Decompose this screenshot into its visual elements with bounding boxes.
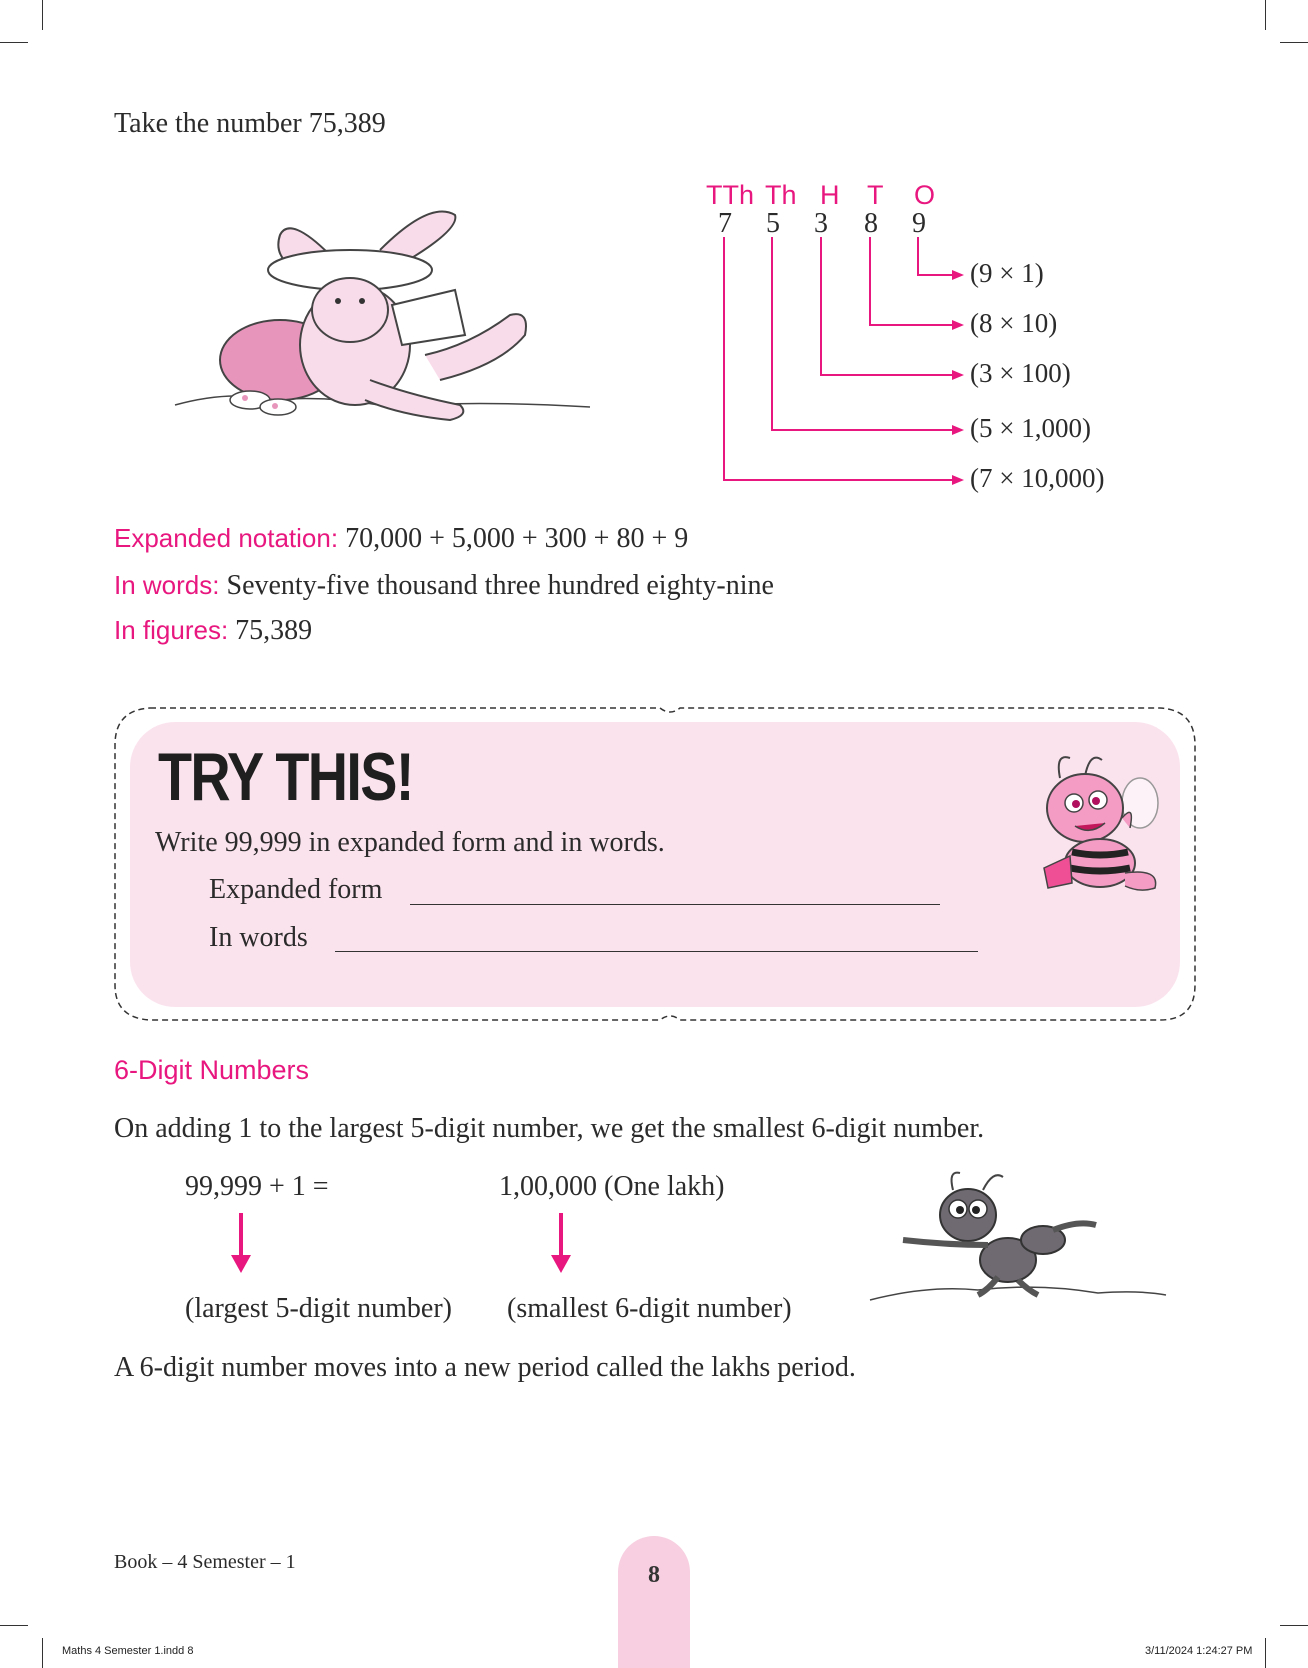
- intro-text: Take the number 75,389: [114, 108, 386, 139]
- arrow-down-left: [239, 1213, 243, 1258]
- in-words-prompt-label: In words: [209, 922, 308, 953]
- place-value-connectors: [700, 235, 970, 495]
- place-header-tth: TTh: [706, 180, 755, 210]
- in-words-line: [114, 570, 774, 602]
- equation-right: 1,00,000 (One lakh): [499, 1171, 725, 1202]
- arrow-head-left: [231, 1255, 251, 1273]
- crop-mark: [42, 1638, 43, 1668]
- caption-right: (smallest 6-digit number): [507, 1293, 792, 1324]
- try-this-title: TRY THIS!: [158, 739, 413, 815]
- expansion-tens: (8 × 10): [970, 308, 1058, 338]
- digit-h: 3: [814, 208, 828, 239]
- digit-o: 9: [912, 208, 926, 239]
- place-header-h: H: [820, 180, 840, 210]
- section-heading: 6-Digit Numbers: [114, 1055, 310, 1085]
- crop-mark: [42, 0, 43, 30]
- crop-mark: [1280, 1625, 1308, 1626]
- crop-mark: [1280, 42, 1308, 43]
- in-words-blank[interactable]: [335, 951, 978, 952]
- bee-illustration: [1030, 748, 1170, 908]
- in-figures-label: In figures:: [114, 615, 229, 645]
- footer-timestamp: 3/11/2024 1:24:27 PM: [1145, 1645, 1253, 1657]
- equation-left: 99,999 + 1 =: [185, 1171, 329, 1202]
- place-header-t: T: [867, 180, 884, 210]
- in-words-value: Seventy-five thousand three hundred eighty-nine: [226, 570, 774, 601]
- ant-illustration: [868, 1165, 1168, 1315]
- section-text: On adding 1 to the largest 5-digit number, we get the smallest 6-digit number.: [114, 1113, 985, 1144]
- digit-th: 5: [766, 208, 780, 239]
- crop-mark: [1265, 0, 1266, 30]
- in-figures-line: [114, 615, 312, 647]
- expanded-notation-line: [114, 523, 688, 555]
- closing-text: A 6-digit number moves into a new period called the lakhs period.: [114, 1352, 856, 1383]
- place-header-th: Th: [765, 180, 797, 210]
- footer-file-name: Maths 4 Semester 1.indd 8: [62, 1645, 194, 1657]
- try-this-instruction: Write 99,999 in expanded form and in words.: [155, 827, 665, 858]
- expanded-form-blank[interactable]: [410, 904, 940, 905]
- digit-t: 8: [864, 208, 878, 239]
- page-number: 8: [648, 1562, 660, 1588]
- expanded-notation-value: 70,000 + 5,000 + 300 + 80 + 9: [345, 523, 689, 554]
- in-figures-value: 75,389: [235, 615, 313, 646]
- crop-mark: [0, 1625, 28, 1626]
- crop-mark: [0, 42, 28, 43]
- crop-mark: [1265, 1638, 1266, 1668]
- caption-left: (largest 5-digit number): [185, 1293, 452, 1324]
- expansion-ten-thousands: (7 × 10,000): [970, 463, 1105, 493]
- page-number-tab: [618, 1536, 690, 1668]
- in-words-label: In words:: [114, 570, 220, 600]
- place-header-o: O: [914, 180, 936, 210]
- footer-book-info: Book – 4 Semester – 1: [114, 1551, 296, 1573]
- arrow-down-right: [559, 1213, 563, 1258]
- arrow-head-right: [551, 1255, 571, 1273]
- expanded-form-label: Expanded form: [209, 874, 383, 905]
- digit-tth: 7: [718, 208, 732, 239]
- expansion-thousands: (5 × 1,000): [970, 413, 1091, 443]
- expansion-hundreds: (3 × 100): [970, 358, 1071, 388]
- bunny-reading-illustration: [170, 195, 610, 445]
- expanded-notation-label: Expanded notation:: [114, 523, 339, 553]
- expansion-ones: (9 × 1): [970, 258, 1044, 288]
